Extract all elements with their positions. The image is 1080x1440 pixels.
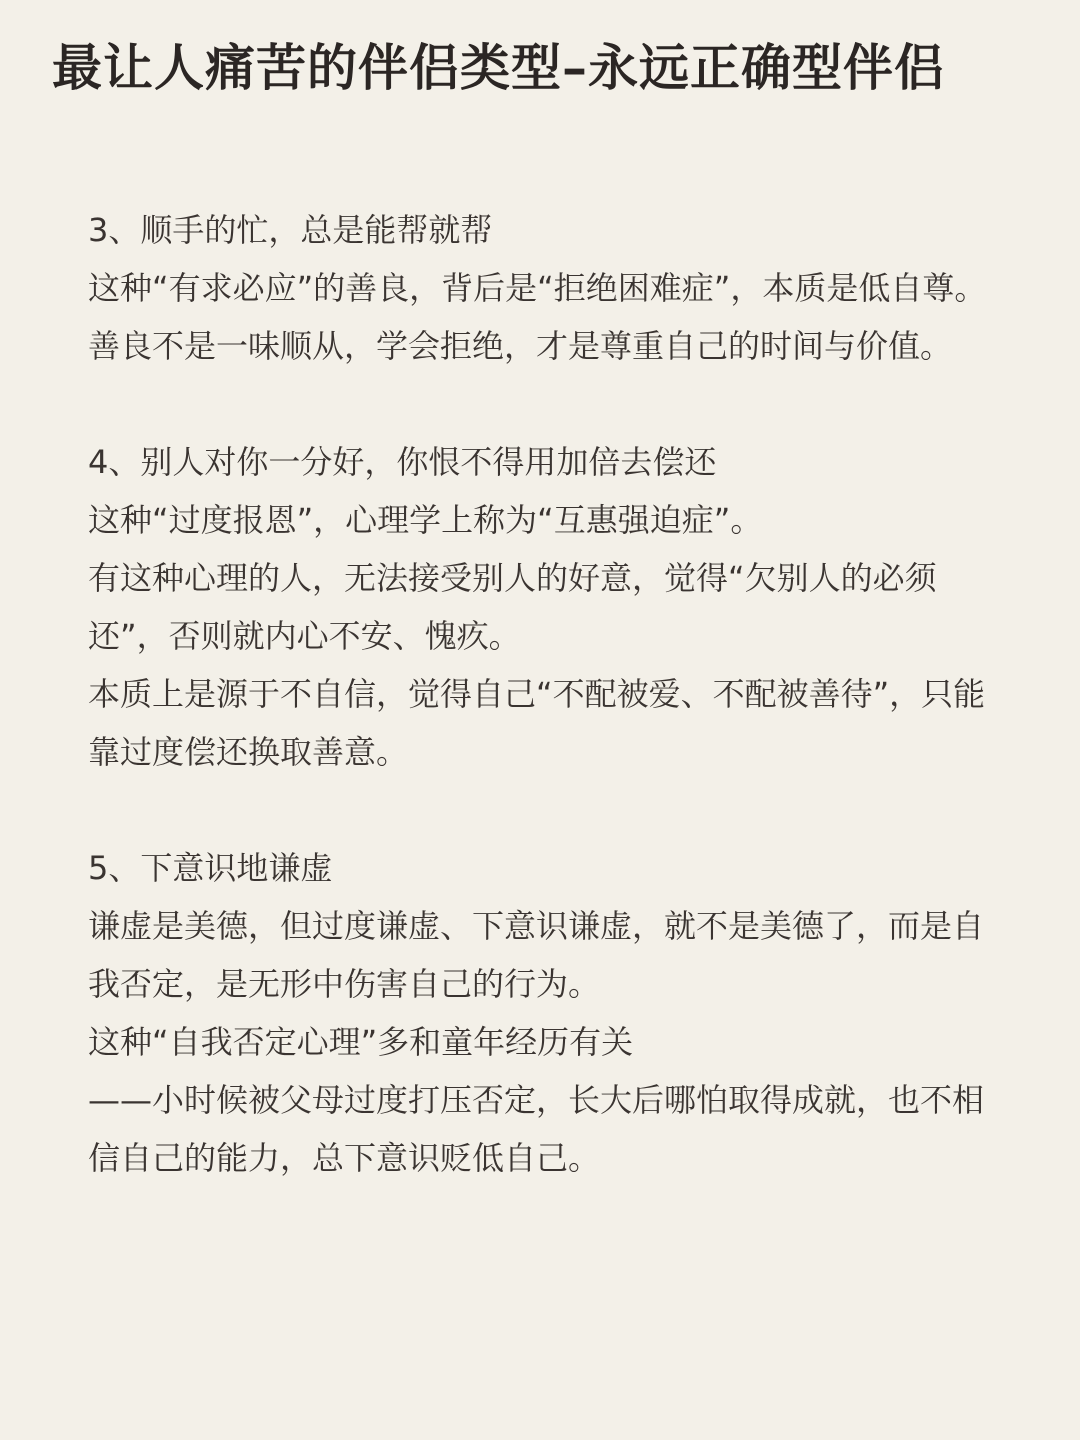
- section-heading: 5、下意识地谦虚: [88, 849, 333, 887]
- article-body: [88, 201, 998, 1245]
- section-paragraph: 这种“过度报恩”，心理学上称为“互惠强迫症”。: [88, 501, 763, 539]
- section-4: [88, 433, 998, 781]
- section-paragraph: 本质上是源于不自信，觉得自己“不配被爱、不配被善待”，只能靠过度偿还换取善意。: [88, 675, 986, 771]
- section-heading: 4、别人对你一分好，你恨不得用加倍去偿还: [88, 443, 717, 481]
- page-title: 最让人痛苦的伴侣类型–永远正确型伴侣: [52, 38, 945, 97]
- section-paragraph: 这种“有求必应”的善良，背后是“拒绝困难症”，本质是低自尊。善良不是一味顺从，学会拒绝，才是尊重自己的时间与价值。: [88, 269, 987, 365]
- section-paragraph: 谦虚是美德，但过度谦虚、下意识谦虚，就不是美德了，而是自我否定，是无形中伤害自己的行为。: [88, 907, 985, 1003]
- section-paragraph: ——小时候被父母过度打压否定，长大后哪怕取得成就，也不相信自己的能力，总下意识贬低自己。: [88, 1081, 985, 1177]
- section-paragraph: 有这种心理的人，无法接受别人的好意，觉得“欠别人的必须还”，否则就内心不安、愧疚。: [88, 559, 937, 655]
- section-5: [88, 839, 998, 1187]
- section-3: [88, 201, 998, 375]
- section-paragraph: 这种“自我否定心理”多和童年经历有关: [88, 1023, 634, 1061]
- section-heading: 3、顺手的忙，总是能帮就帮: [88, 211, 493, 249]
